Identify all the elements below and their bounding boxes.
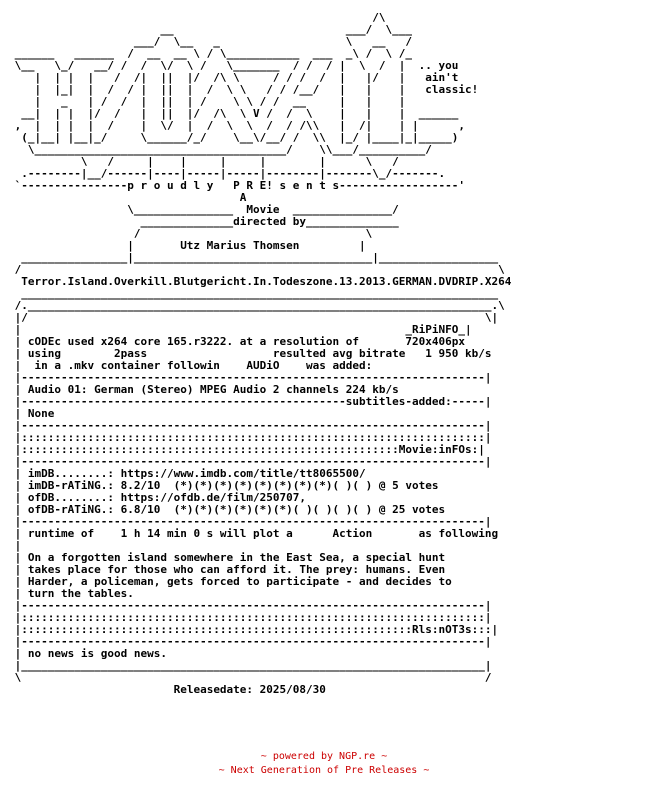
notes-header: Rls:nOT3s: [411, 623, 472, 636]
footer: [0, 750, 648, 778]
intro-a: A: [239, 191, 247, 204]
logo-tagline-3: classic!: [425, 83, 479, 96]
logo-tagline-1: .. you: [418, 59, 459, 72]
container-line: in a .mkv container followin AUDiO was added:: [27, 359, 373, 372]
imdb-line: imDB........: https://www.imdb.com/title/tt8065500/: [27, 467, 366, 480]
logo-tagline-2: ain't: [425, 71, 459, 84]
intro-directed-by: directed by: [233, 215, 307, 228]
audio-line: Audio 01: German (Stereo) MPEG Audio 2 channels 224 kb/s: [27, 383, 399, 396]
director-name: Utz Marius Thomsen: [180, 239, 300, 252]
plot-line-4: turn the tables.: [27, 587, 134, 600]
plot-line-1: On a forgotten island somewhere in the East Sea, a special hunt: [27, 551, 446, 564]
ofdb-rating-line: ofDB-rATiNG.: 6.8/10 (*)(*)(*)(*)(*)(*)( )( )( )( ) @ 25 votes: [27, 503, 446, 516]
subtitles-header: subtitles-added:: [345, 395, 452, 408]
pass-line: using 2pass resulted avg bitrate 1 950 kb/s: [27, 347, 492, 360]
ripinfo-header: RiPiNFO: [411, 323, 459, 336]
nfo-text: /\ __ ___/ \___ ___/ \__ _ \ __ / ______ ______ / __ __ \ / \___________ ___ _\ / \ /_ \__ \_/ __/ / / \/ \ / \_______ / / / | \ / | .. you | | | | / /| || |/ /\ \ / / / / | |/ | ain't | |_| | / / | || | / \ \ / / /__/ | | | classic! | _ | / / | || | / \ \ / / __ | | | __| | | |/ / | || |/ /\ \ V / / \ | | | ______ , | | | | / | \/ | / \ \ / / /\\ | /| | | , (_|__| |__|_/ \______/_/ \__\/__/ / \\ |_/ |____|_|_____) \______________________________________/ \\___/__________/ \ / | | | | | \ / .--------|__/------|----|-----|-----|--------|-------\_/-------. `----------------p r o u d l y P R E! s e n t s------------------' A \_______________ Movie _______________/ ______________directed by______________ / \ | Utz Marius Thomsen | ________________|____________________________________|__________________ / \ Terror.Island.Overkill.Blutgericht.In.Todeszone.13.2013.GERMAN.DVDRIP.X264 ________________________________________________________________________ /.______________________________________________________________________.\ |/ \| | _RiPiNFO_| | cODEc used x264 core 165.r3222. at a resolution of 720x406px | using 2pass resulted avg bitrate 1 950 kb/s | in a .mkv container followin AUDiO was added: |----------------------------------------------------------------------| | Audio 01: German (Stereo) MPEG Audio 2 channels 224 kb/s |-------------------------------------------------subtitles-added:-----| | None |----------------------------------------------------------------------| |::::::::::::::::::::::::::::::::::::::::::::::::::::::::::::::::::::::| |:::::::::::::::::::::::::::::::::::::::::::::::::::::::::Movie:inFOs:| |----------------------------------------------------------------------| | imDB........: https://www.imdb.com/title/tt8065500/ | imDB-rATiNG.: 8.2/10 (*)(*)(*)(*)(*)(*)(*)(*)( )( ) @ 5 votes | ofDB........: https://ofdb.de/film/250707, | ofDB-rATiNG.: 6.8/10 (*)(*)(*)(*)(*)(*)( )( )( )( ) @ 25 votes |----------------------------------------------------------------------| | runtime of 1 h 14 min 0 s will plot a Action as following | | On a forgotten island somewhere in the East Sea, a special hunt | takes place for those who can afford it. The prey: humans. Even | Harder, a policeman, gets forced to participate - and decides to | turn the tables. |----------------------------------------------------------------------| |::::::::::::::::::::::::::::::::::::::::::::::::::::::::::::::::::::::| |:::::::::::::::::::::::::::::::::::::::::::::::::::::::::::Rls:nOT3s:::| |----------------------------------------------------------------------| | no news is good news. |______________________________________________________________________| \ / Releasedate: 2025/08/30: [14, 11, 512, 696]
imdb-rating-line: imDB-rATiNG.: 8.2/10 (*)(*)(*)(*)(*)(*)(*)(*)( )( ) @ 5 votes: [27, 479, 439, 492]
plot-line-2: takes place for those who can afford it. The prey: humans. Even: [27, 563, 446, 576]
subtitles-value: None: [27, 407, 55, 420]
intro-movie: Movie: [246, 203, 280, 216]
powered-by-link[interactable]: ~ powered by NGP.re ~: [260, 751, 388, 762]
release-date: Releasedate: 2025/08/30: [173, 683, 326, 696]
codec-line: cODEc used x264 core 165.r3222. at a resolution of 720x406px: [27, 335, 465, 348]
runtime-line: runtime of 1 h 14 min 0 s will plot a Action as following: [27, 527, 499, 540]
ofdb-line: ofDB........: https://ofdb.de/film/250707,: [27, 491, 307, 504]
intro-proudly: p r o u d l y P R E! s e n t s: [127, 179, 340, 192]
tagline-link[interactable]: ~ Next Generation of Pre Releases ~: [218, 765, 430, 776]
release-name: Terror.Island.Overkill.Blutgericht.In.Todeszone.13.2013.GERMAN.DVDRIP.X264: [21, 275, 512, 288]
plot-line-3: Harder, a policeman, gets forced to participate - and decides to: [27, 575, 452, 588]
movieinfo-header: Movie:inFOs: [398, 443, 472, 456]
notes-text: no news is good news.: [27, 647, 167, 660]
